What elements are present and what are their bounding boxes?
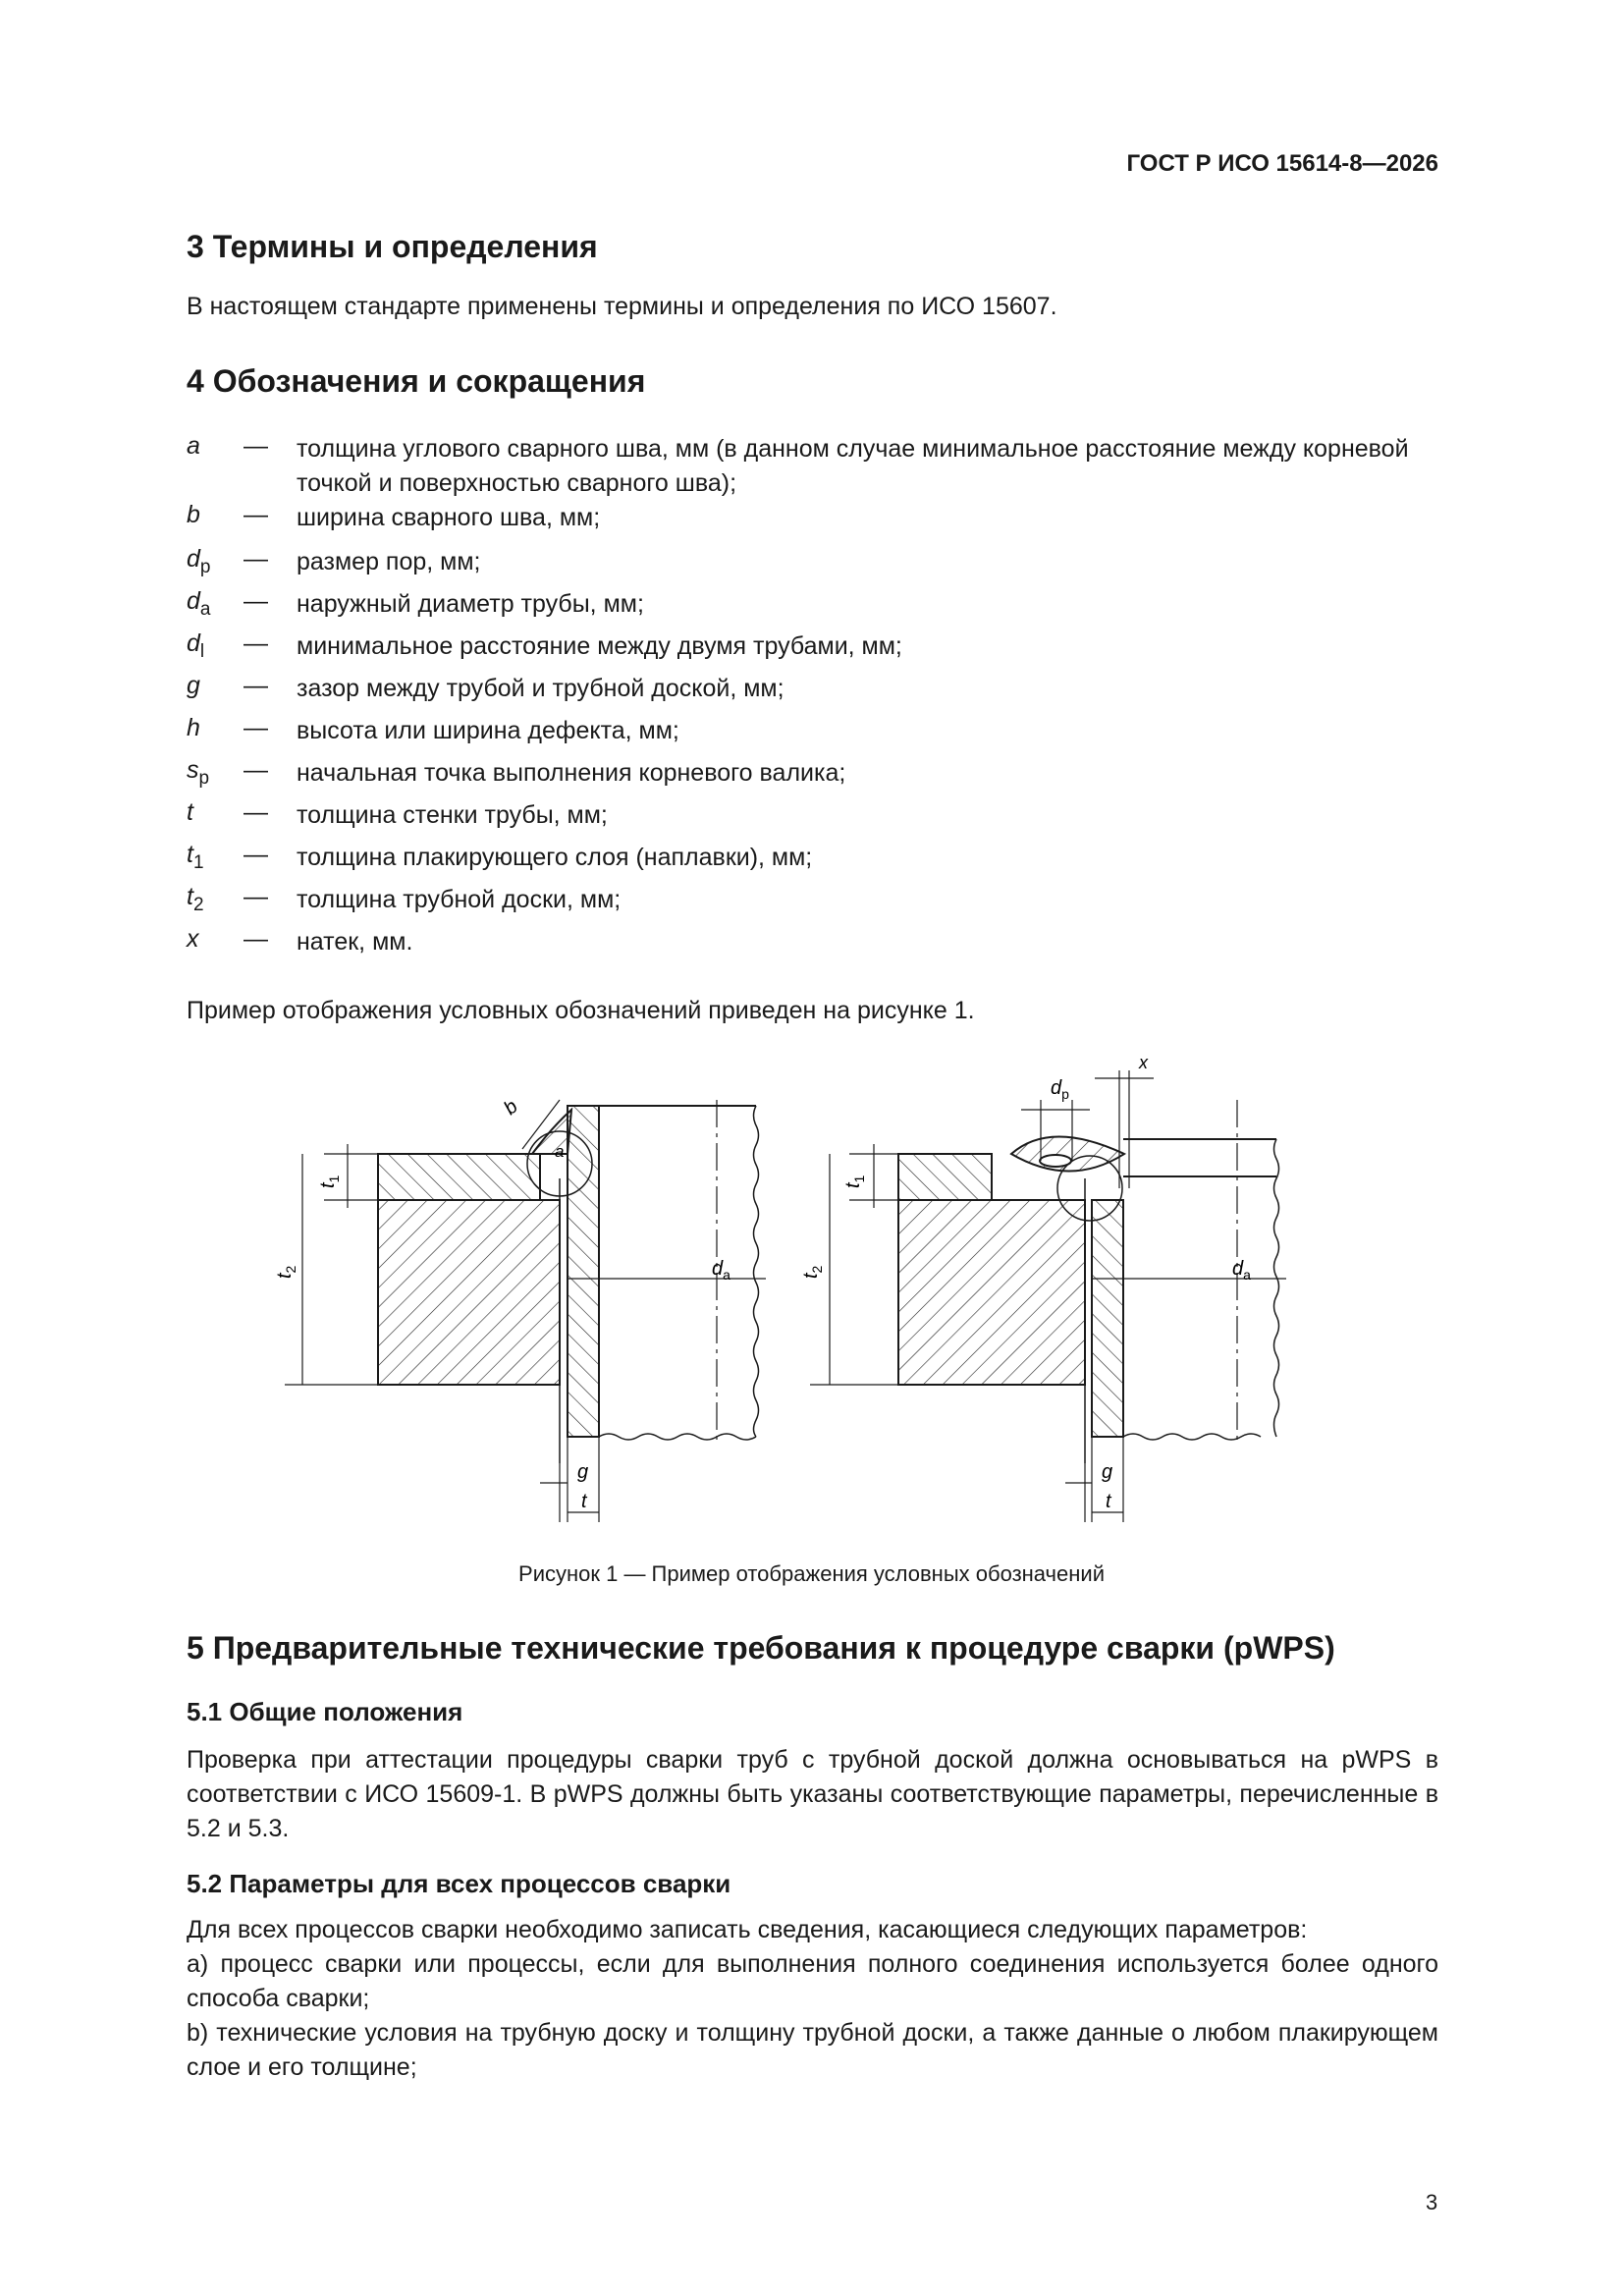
document-header: ГОСТ Р ИСО 15614-8—2026 (1126, 150, 1438, 177)
section-5-2-intro: Для всех процессов сварки необходимо записать сведения, касающиеся следующих параметров: (187, 1916, 1308, 1943)
label-t2-right: $t_2$ (800, 1265, 825, 1279)
symbol-definition: зазор между трубой и трубной доской, мм; (297, 675, 784, 702)
definition-dash: — (243, 798, 268, 826)
section-3-title: 3 Термины и определения (187, 229, 598, 264)
symbol-subscript: a (199, 599, 211, 620)
right-joint-drawing (810, 1070, 1286, 1522)
definition-dash: — (243, 756, 268, 784)
section-5-1-text: Проверка при аттестации процедуры сварки труб с трубной доской должна основываться на pWPS в соответствии с ИСО 15609-1. В pWPS должны быть указаны соответствующие параметры, перечисленные в 5.2 и 5.3. (187, 1746, 1438, 1842)
section-5-2-title: 5.2 Параметры для всех процессов сварки (187, 1869, 731, 1898)
label-da-right: $d_a$ (1232, 1258, 1251, 1283)
symbol: $t_2$ (187, 883, 204, 915)
definition-dash: — (243, 672, 268, 699)
label-a: a (555, 1142, 565, 1161)
symbol: $d_a$ (187, 587, 211, 620)
label-t-right: t (1106, 1491, 1111, 1512)
symbol: a (187, 432, 200, 460)
label-g-right: g (1102, 1461, 1113, 1483)
definition-dash: — (243, 883, 268, 910)
symbol-definition: толщина углового сварного шва, мм (в данном случае минимальное расстояние между корневой точкой и поверхностью сварного шва); (297, 435, 1409, 497)
symbol-definition: натек, мм. (297, 928, 413, 956)
symbol-definition: минимальное расстояние между двумя трубами, мм; (297, 632, 902, 660)
section-5-2-item-a: a) процесс сварки или процессы, если для выполнения полного соединения используется более одного способа сварки; (187, 1950, 1438, 2012)
section-5-title: 5 Предварительные технические требования к процедуре сварки (pWPS) (187, 1630, 1335, 1666)
definition-dash: — (243, 629, 268, 657)
symbol: b (187, 501, 200, 528)
symbol-subscript: p (199, 557, 211, 577)
definition-dash: — (243, 587, 268, 615)
definition-dash: — (243, 501, 268, 528)
definition-dash: — (243, 714, 268, 741)
label-da-left: $d_a$ (712, 1258, 730, 1283)
symbol-subscript: 1 (192, 852, 204, 873)
symbol-definition: ширина сварного шва, мм; (297, 504, 601, 531)
page-number: 3 (1426, 2190, 1438, 2214)
label-g-left: g (577, 1461, 589, 1483)
label-t2-left: $t_2$ (274, 1265, 298, 1279)
symbol: g (187, 672, 200, 699)
symbol: t (187, 798, 193, 826)
symbol-definition: толщина трубной доски, мм; (297, 886, 622, 913)
symbol-definition: наружный диаметр трубы, мм; (297, 590, 644, 618)
symbol-definition: высота или ширина дефекта, мм; (297, 717, 679, 744)
symbol-subscript: l (199, 641, 205, 662)
symbol-definition: начальная точка выполнения корневого валика; (297, 759, 846, 787)
symbol: $t_1$ (187, 841, 204, 873)
symbol: $s_p$ (187, 756, 210, 789)
symbol-definition: размер пор, мм; (297, 548, 481, 575)
definition-dash: — (243, 925, 268, 953)
symbol: $d_l$ (187, 629, 205, 662)
section-3-text: В настоящем стандарте применены термины и определения по ИСО 15607. (187, 293, 1057, 320)
label-t1-right: $t_1$ (842, 1175, 867, 1188)
label-dp: $d_p$ (1051, 1077, 1069, 1102)
section-4-title: 4 Обозначения и сокращения (187, 363, 646, 399)
label-x: x (1139, 1053, 1148, 1072)
section-5-1-title: 5.1 Общие положения (187, 1697, 463, 1726)
label-t-left: t (581, 1491, 587, 1512)
figure-1-caption: Рисунок 1 — Пример отображения условных обозначений (518, 1561, 1105, 1586)
symbol-definition: толщина стенки трубы, мм; (297, 801, 608, 829)
symbol: h (187, 714, 200, 741)
definition-dash: — (243, 545, 268, 573)
symbol-subscript: p (198, 768, 210, 789)
symbol-subscript: 2 (192, 895, 204, 915)
symbol: $d_p$ (187, 545, 211, 577)
label-t1-left: $t_1$ (317, 1175, 342, 1188)
definition-dash: — (243, 841, 268, 868)
definition-dash: — (243, 432, 268, 460)
figure-1-drawing (265, 1051, 1306, 1542)
section-5-2-item-b: b) технические условия на трубную доску и толщину трубной доски, а также данные о любом плакирующем слое и его толщине; (187, 2019, 1438, 2081)
figure-reference-text: Пример отображения условных обозначений приведен на рисунке 1. (187, 997, 975, 1024)
label-b: b (500, 1095, 522, 1120)
symbol-definition: толщина плакирующего слоя (наплавки), мм; (297, 844, 813, 871)
symbol: x (187, 925, 199, 953)
left-joint-drawing (285, 1100, 766, 1522)
